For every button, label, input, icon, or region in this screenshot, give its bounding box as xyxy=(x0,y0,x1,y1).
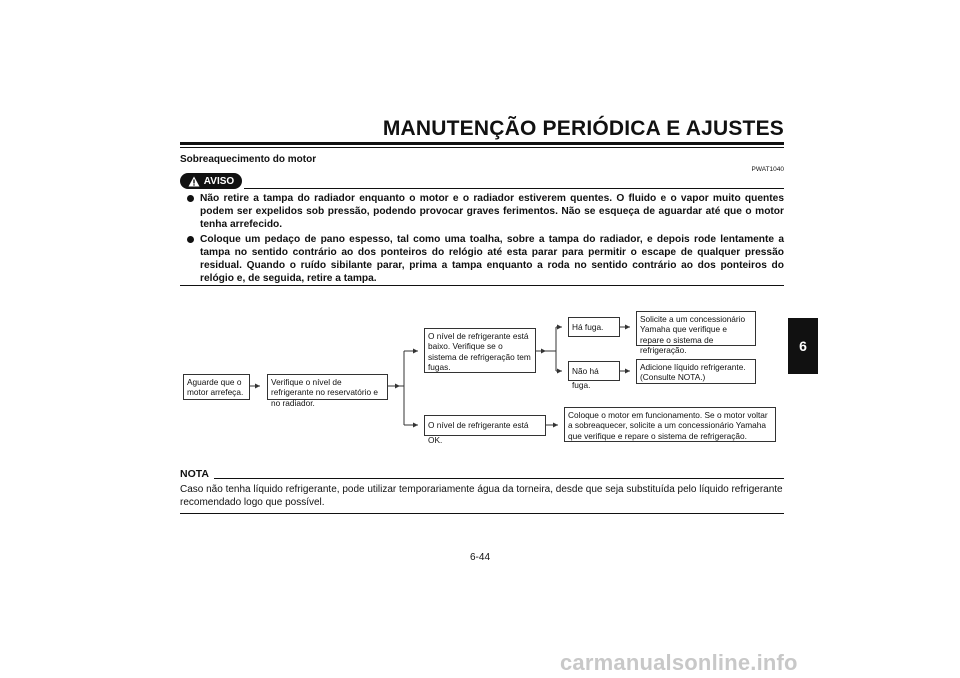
note-end-rule xyxy=(180,513,784,514)
flow-box-dealer: Solicite a um concessionário Yamaha que verifique e repare o sistema de refrigeração. xyxy=(636,311,756,346)
page-header-title: MANUTENÇÃO PERIÓDICA E AJUSTES xyxy=(382,117,784,140)
note-title: NOTA xyxy=(180,468,209,480)
flow-box-level-ok: O nível de refrigerante está OK. xyxy=(424,415,546,436)
warning-item: Não retire a tampa do radiador enquanto o motor e o radiador estiverem quentes. O fluido e o vapor muito quentes podem ser expelidos sob pressão, podendo provocar graves ferimentos. Não se esqueça de aguardar até que o motor tenha arrefecido. xyxy=(180,192,784,232)
note-text: Caso não tenha líquido refrigerante, pode utilizar temporariamente água da torneira, desde que seja substituída pelo líquido refrigerante recomendado logo que possível. xyxy=(180,484,783,508)
flow-box-level-low: O nível de refrigerante está baixo. Verifique se o sistema de refrigeração tem fugas. xyxy=(424,328,536,373)
warning-item: Coloque um pedaço de pano espesso, tal como uma toalha, sobre a tampa do radiador, e depois rode lentamente a tampa no sentido contrário ao dos ponteiros do relógio até esta parar para permitir o escape de qualquer pressão residual. Quando o ruído sibilante parar, prima a tampa enquanto a roda no sentido contrário ao dos ponteiros do relógio e, de seguida, retire a tampa. xyxy=(180,233,784,286)
page-number: 6-44 xyxy=(469,552,490,563)
warning-label: AVISO xyxy=(203,175,235,187)
flow-box-add-coolant: Adicione líquido refrigerante. (Consulte NOTA.) xyxy=(636,359,756,384)
section-code: PWAT1040 xyxy=(751,166,784,173)
flow-box-check-level: Verifique o nível de refrigerante no reservatório e no radiador. xyxy=(267,374,388,400)
flow-box-run-engine: Coloque o motor em funcionamento. Se o motor voltar a sobreaquecer, solicite a um concessionário Yamaha que verifique e repare o sistema de refrigeração. xyxy=(564,407,776,442)
flow-box-no-leak: Não há fuga. xyxy=(568,361,620,381)
flow-box-wait: Aguarde que o motor arrefeça. xyxy=(183,374,250,400)
flow-box-leak: Há fuga. xyxy=(568,317,620,337)
watermark: carmanualsonline.info xyxy=(560,650,798,675)
chapter-tab: 6 xyxy=(788,318,818,374)
note-rule xyxy=(214,478,784,479)
section-title: Sobreaquecimento do motor xyxy=(180,154,317,165)
